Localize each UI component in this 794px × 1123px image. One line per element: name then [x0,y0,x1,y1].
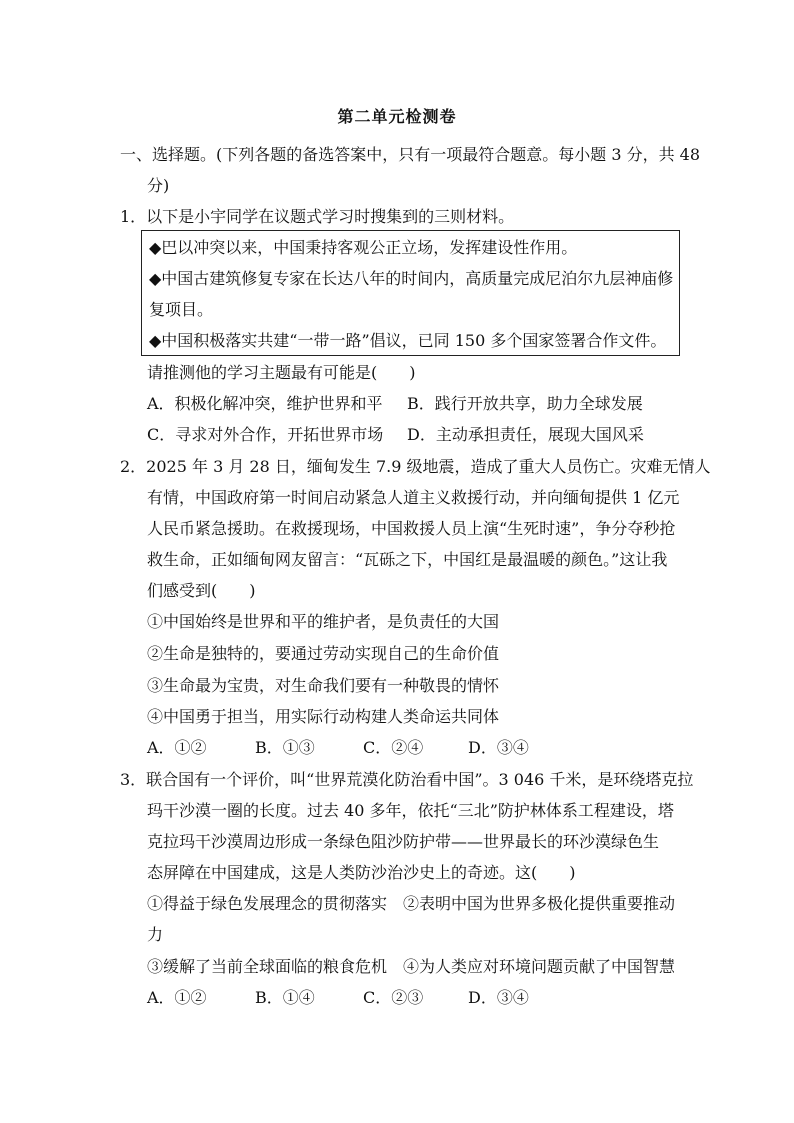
question-2-stem-line: 救生命，正如缅甸网友留言：“瓦砾之下，中国红是最温暖的颜色。”这让我 [147,550,668,569]
question-1-option-b[interactable]: B．践行开放共享，助力全球发展 [407,394,643,413]
question-2-stem: 2．2025 年 3 月 28 日，缅甸发生 7.9 级地震，造成了重大人员伤亡。灾难无情人 [120,457,711,476]
question-3-items-line-1-cont: 力 [147,925,164,944]
question-1-option-a[interactable]: A．积极化解冲突，维护世界和平 [147,394,383,413]
question-2-item-3: ③生命最为宝贵，对生命我们要有一种敬畏的情怀 [147,676,500,695]
page-title: 第二单元检测卷 [337,107,457,126]
question-2-option-a[interactable]: A．①② [147,738,207,757]
section-heading: 一、选择题。(下列各题的备选答案中，只有一项最符合题意。每小题 3 分，共 48 [120,145,701,164]
question-3-stem: 3．联合国有一个评价，叫“世界荒漠化防治看中国”。3 046 千米，是环绕塔克拉 [120,770,694,789]
question-1-option-c[interactable]: C．寻求对外合作，开拓世界市场 [147,425,384,444]
material-item-2-cont: 复项目。 [149,300,214,319]
question-3-stem-line: 玛干沙漠一圈的长度。过去 40 多年，依托“三北”防护林体系工程建设，塔 [147,801,674,820]
question-3-stem-line: 态屏障在中国建成，这是人类防沙治沙史上的奇迹。这( ) [147,863,576,882]
question-1-stem: 1．以下是小宇同学在议题式学习时搜集到的三则材料。 [120,207,515,226]
question-3-option-a[interactable]: A．①② [147,988,207,1007]
question-2-stem-line: 们感受到( ) [147,581,256,600]
question-3-items-line-1: ①得益于绿色发展理念的贯彻落实 ②表明中国为世界多极化提供重要推动 [147,894,676,913]
material-item-2: ◆中国古建筑修复专家在长达八年的时间内，高质量完成尼泊尔九层神庙修 [149,269,674,288]
question-2-item-4: ④中国勇于担当，用实际行动构建人类命运共同体 [147,707,500,726]
question-1-option-d[interactable]: D．主动承担责任，展现大国风采 [407,425,644,444]
material-item-1: ◆巴以冲突以来，中国秉持客观公正立场，发挥建设性作用。 [149,238,578,257]
question-2-stem-line: 人民币紧急援助。在救援现场，中国救援人员上演“生死时速”，争分夺秒抢 [147,519,676,538]
question-3-option-c[interactable]: C．②③ [363,988,424,1007]
question-3-option-d[interactable]: D．③④ [468,988,529,1007]
question-3-stem-line: 克拉玛干沙漠周边形成一条绿色阻沙防护带——世界最长的环沙漠绿色生 [147,832,660,851]
question-1-ask: 请推测他的学习主题最有可能是( ) [147,363,416,382]
question-3-items-line-2: ③缓解了当前全球面临的粮食危机 ④为人类应对环境问题贡献了中国智慧 [147,957,676,976]
question-2-option-d[interactable]: D．③④ [468,738,529,757]
section-heading-cont: 分) [147,176,170,195]
question-3-option-b[interactable]: B．①④ [255,988,315,1007]
material-item-3: ◆中国积极落实共建“一带一路”倡议，已同 150 多个国家签署合作文件。 [149,331,667,350]
question-2-option-c[interactable]: C．②④ [363,738,424,757]
question-2-option-b[interactable]: B．①③ [255,738,315,757]
question-2-item-1: ①中国始终是世界和平的维护者，是负责任的大国 [147,612,500,631]
question-2-item-2: ②生命是独特的，要通过劳动实现自己的生命价值 [147,644,500,663]
question-2-stem-line: 有情，中国政府第一时间启动紧急人道主义救援行动，并向缅甸提供 1 亿元 [147,488,680,507]
material-box [141,230,680,356]
